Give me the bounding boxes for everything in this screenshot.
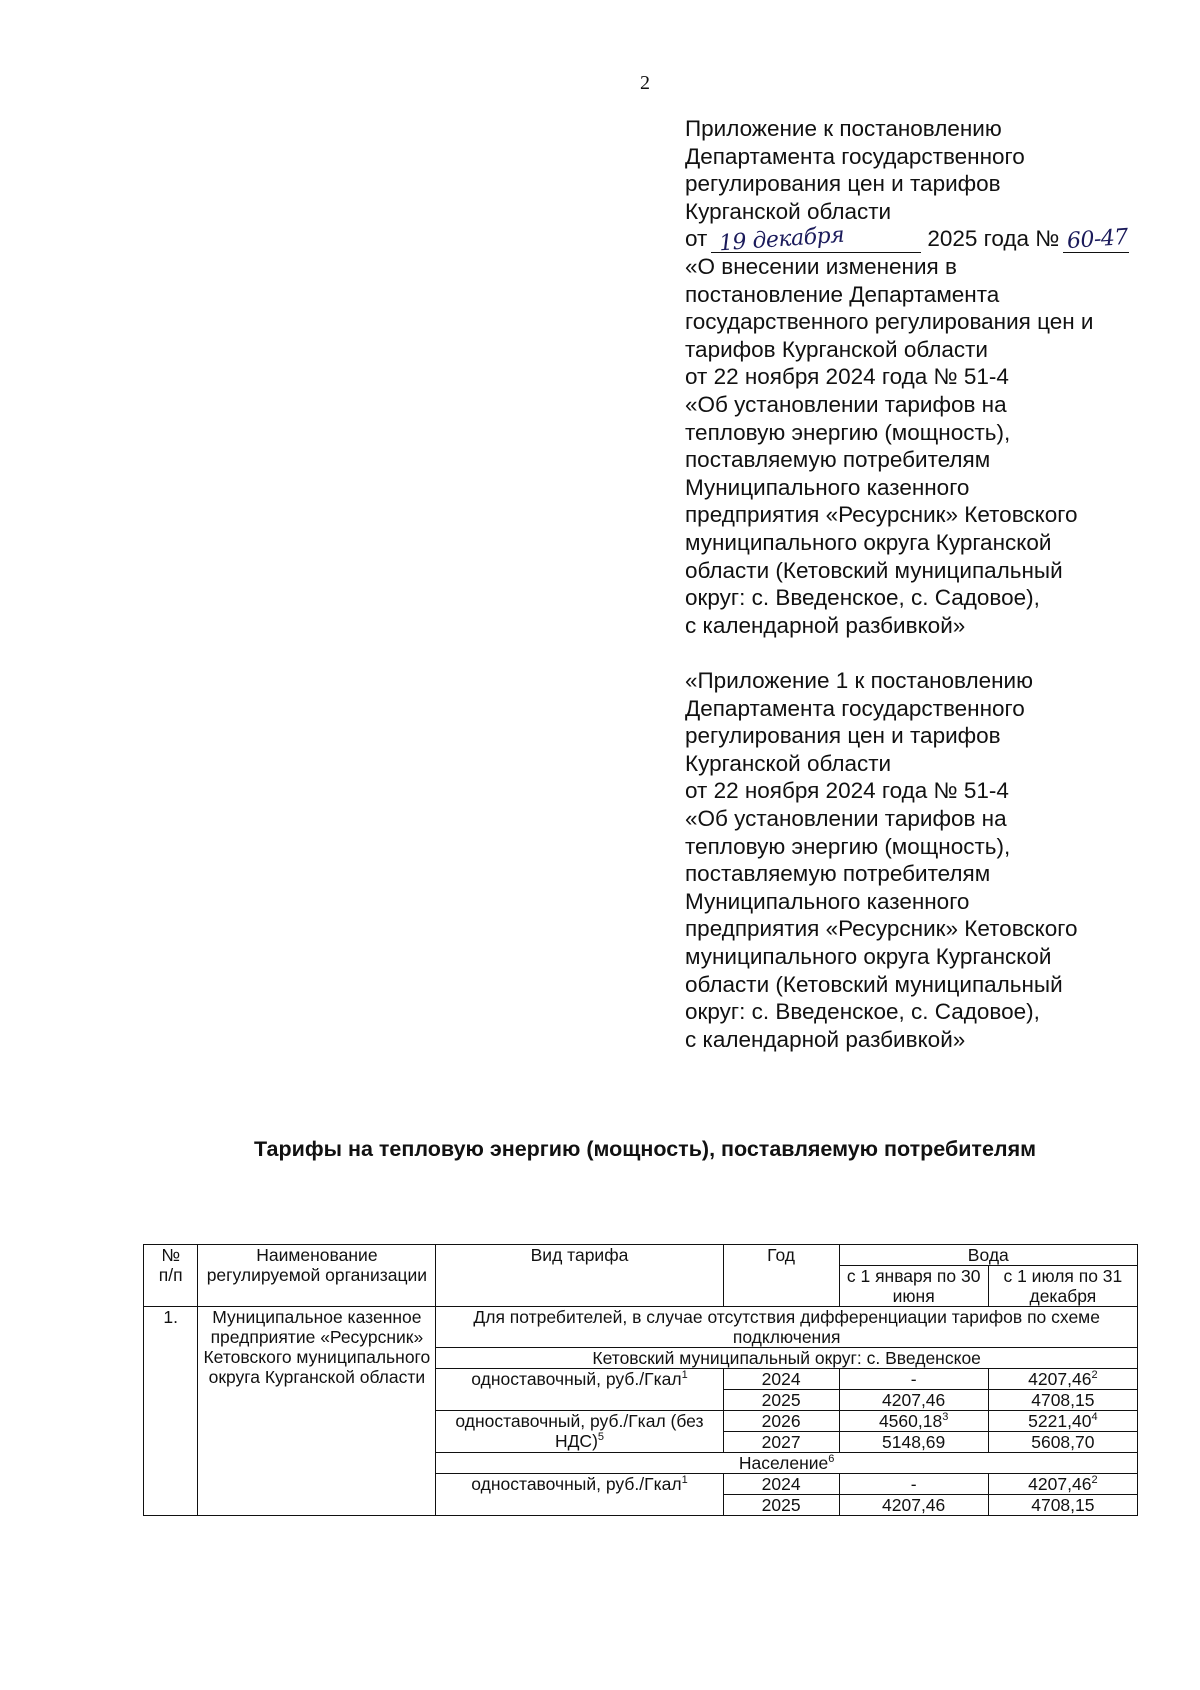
- consumer-group-note: Для потребителей, в случае отсутствия дифференциации тарифов по схеме подключения: [436, 1307, 1138, 1348]
- appendix-line: Приложение к постановлению: [685, 116, 1002, 141]
- value-period-2: [988, 1369, 1137, 1390]
- value-period-2: [988, 1474, 1137, 1495]
- value-period-2: [988, 1390, 1137, 1411]
- header-period-1: с 1 января по 30 июня: [839, 1266, 988, 1307]
- appendix-line: регулирования цен и тарифов: [685, 723, 1001, 749]
- year-cell: 2027: [723, 1432, 839, 1453]
- year-cell: 2024: [723, 1474, 839, 1495]
- value: 4207,46: [882, 1495, 946, 1515]
- value: -: [910, 1474, 917, 1494]
- population-heading: [436, 1453, 1138, 1474]
- appendix-line: области (Кетовский муниципальный: [685, 971, 1063, 997]
- organization-name: Муниципальное казенное предприятие «Ресурсник» Кетовского муниципального округа Курганской области: [198, 1307, 436, 1516]
- appendix-line: тепловую энергию (мощность),: [685, 419, 1011, 445]
- tariff-type-cell: [436, 1474, 723, 1516]
- value-period-1: [839, 1432, 988, 1453]
- appendix-line: предприятия «Ресурсник» Кетовского: [685, 502, 1078, 528]
- header-year: Год: [723, 1245, 839, 1307]
- value-period-1: [839, 1369, 988, 1390]
- footnote-mark: 4: [1091, 1411, 1098, 1424]
- footnote-mark: 2: [1091, 1369, 1098, 1382]
- appendix-line: предприятия «Ресурсник» Кетовского: [685, 916, 1078, 942]
- date-suffix: 2025 года №: [927, 226, 1060, 252]
- date-line: [685, 223, 1185, 257]
- appendix-line: «Об установлении тарифов на: [685, 391, 1007, 417]
- tariff-table: [143, 1244, 1138, 1516]
- handwritten-number: 60-47: [1066, 225, 1130, 255]
- appendix-line: муниципального округа Курганской: [685, 943, 1052, 969]
- appendix-line: тепловую энергию (мощность),: [685, 833, 1011, 859]
- header-number-line1: №: [161, 1245, 181, 1265]
- table-header-row: [144, 1245, 1138, 1266]
- value-period-2: [988, 1432, 1137, 1453]
- footnote-mark: 1: [681, 1474, 688, 1487]
- header-number: [144, 1245, 198, 1307]
- appendix-line: Департамента государственного: [685, 695, 1025, 721]
- page-number: 2: [640, 72, 650, 94]
- value: 4207,46: [1028, 1474, 1092, 1494]
- value: 4560,18: [878, 1411, 943, 1431]
- appendix-line: «Приложение 1 к постановлению: [685, 668, 1033, 693]
- appendix-line: от 22 ноября 2024 года № 51-4: [685, 364, 1009, 390]
- date-field: [711, 223, 921, 257]
- tariff-type-cell: [436, 1369, 723, 1411]
- row-number: 1.: [144, 1307, 198, 1516]
- appendix-line: области (Кетовский муниципальный: [685, 557, 1063, 583]
- district-name: Кетовский муниципальный округ: с. Введенское: [436, 1348, 1138, 1369]
- appendix-main-header: [685, 115, 1185, 639]
- appendix-line: «Об установлении тарифов на: [685, 805, 1007, 831]
- appendix-line: округ: с. Введенское, с. Садовое),: [685, 999, 1040, 1025]
- appendix-line: от 22 ноября 2024 года № 51-4: [685, 778, 1009, 804]
- footnote-mark: 2: [1091, 1474, 1098, 1487]
- table-row: [144, 1307, 1138, 1348]
- footnote-mark: 5: [597, 1431, 605, 1444]
- appendix-line: «О внесении изменения в: [685, 253, 957, 279]
- appendix-line: Муниципального казенного: [685, 474, 970, 500]
- year-cell: 2025: [723, 1495, 839, 1516]
- value: 4708,15: [1031, 1495, 1095, 1515]
- year-cell: 2025: [723, 1390, 839, 1411]
- appendix-one-header: [685, 667, 1185, 1053]
- value: 5608,70: [1031, 1432, 1095, 1452]
- value: -: [910, 1369, 917, 1389]
- population-label: Население: [738, 1453, 829, 1473]
- appendix-line: округ: с. Введенское, с. Садовое),: [685, 585, 1040, 611]
- document-title: Тарифы на тепловую энергию (мощность), поставляемую потребителям: [253, 1137, 1037, 1161]
- appendix-line: Курганской области: [685, 198, 892, 224]
- header-organization: Наименование регулируемой организации: [198, 1245, 436, 1307]
- value-period-2: [988, 1495, 1137, 1516]
- appendix-line: муниципального округа Курганской: [685, 529, 1052, 555]
- tariff-type-cell: [436, 1411, 723, 1453]
- tariff-label: одноставочный, руб./Гкал: [471, 1474, 682, 1494]
- header-number-line2: п/п: [158, 1265, 183, 1285]
- appendix-line: Департамента государственного: [685, 143, 1025, 169]
- appendix-line: государственного регулирования цен и: [685, 309, 1094, 335]
- footnote-mark: 6: [828, 1453, 835, 1466]
- value-period-1: [839, 1411, 988, 1432]
- header-water: Вода: [839, 1245, 1137, 1266]
- year-cell: 2024: [723, 1369, 839, 1390]
- appendix-line: поставляемую потребителям: [685, 861, 991, 887]
- header-period-2: с 1 июля по 31 декабря: [988, 1266, 1137, 1307]
- tariff-label: одноставочный, руб./Гкал (без НДС): [455, 1411, 704, 1451]
- appendix-line: Курганской области: [685, 750, 892, 776]
- appendix-line: с календарной разбивкой»: [685, 612, 966, 638]
- date-prefix: от: [685, 226, 708, 252]
- appendix-line: тарифов Курганской области: [685, 336, 988, 362]
- appendix-line: регулирования цен и тарифов: [685, 171, 1001, 197]
- tariff-label: одноставочный, руб./Гкал: [471, 1369, 682, 1389]
- value: 4708,15: [1031, 1390, 1095, 1410]
- appendix-line: Муниципального казенного: [685, 888, 970, 914]
- value-period-1: [839, 1390, 988, 1411]
- number-field: [1063, 225, 1130, 255]
- value-period-1: [839, 1495, 988, 1516]
- handwritten-date: 19 декабря: [718, 223, 846, 257]
- appendix-line: поставляемую потребителям: [685, 447, 991, 473]
- value: 4207,46: [882, 1390, 946, 1410]
- value-period-2: [988, 1411, 1137, 1432]
- appendix-line: постановление Департамента: [685, 281, 1000, 307]
- value: 4207,46: [1028, 1369, 1092, 1389]
- footnote-mark: 3: [942, 1411, 949, 1424]
- value-period-1: [839, 1474, 988, 1495]
- year-cell: 2026: [723, 1411, 839, 1432]
- value: 5148,69: [882, 1432, 946, 1452]
- header-tariff-type: Вид тарифа: [436, 1245, 723, 1307]
- value: 5221,40: [1028, 1411, 1092, 1431]
- appendix-line: с календарной разбивкой»: [685, 1026, 966, 1052]
- footnote-mark: 1: [681, 1369, 688, 1382]
